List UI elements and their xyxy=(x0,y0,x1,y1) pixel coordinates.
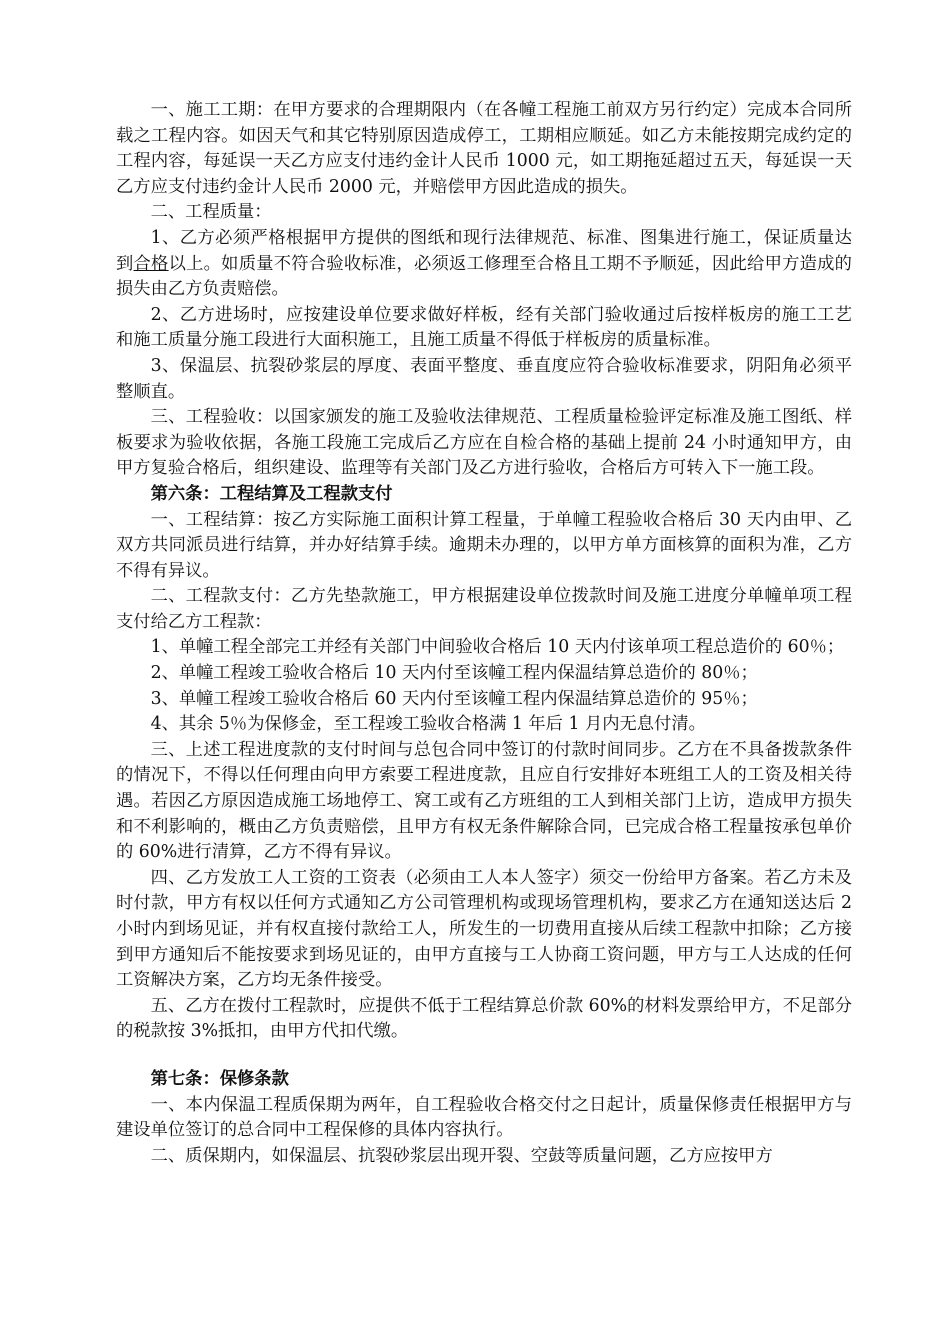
clause-wage-sheet: 四、乙方发放工人工资的工资表（必须由工人本人签字）须交一份给甲方备案。若乙方未及时付款，甲方有权以任何方式通知乙方公司管理机构或现场管理机构，要求乙方在通知送达后 2 小时内到场见证，并有权直接付款给工人，所发生的一切费用直接从后续工程款中扣除；乙方接到甲方通知后不能按要求到场见证的，由甲方直接与工人协商工资问题，甲方与工人达成的任何工资解决方案，乙方均无条件接受。 xyxy=(116,867,852,991)
article-6-heading: 第六条：工程结算及工程款支付 xyxy=(150,483,393,504)
payment-item-1: 1、单幢工程全部完工并经有关部门中间验收合格后 10 天内付该单项工程总造价的 60％； xyxy=(150,637,845,658)
article-7-heading: 第七条：保修条款 xyxy=(150,1068,289,1089)
clause-payment: 二、工程款支付：乙方先垫款施工，甲方根据建设单位拨款时间及施工进度分单幢单项工程支付给乙方工程款： xyxy=(116,586,852,632)
clause-quality-1-text-b: 以上。如质量不符合验收标准，必须返工修理至合格且工期不予顺延，因此给甲方造成的损失由乙方负责赔偿。 xyxy=(116,253,852,300)
payment-item-3: 3、单幢工程竣工验收合格后 60 天内付至该幢工程内保温结算总造价的 95％； xyxy=(150,688,758,709)
clause-quality-1 xyxy=(116,226,852,303)
payment-item-4: 4、其余 5％为保修金，至工程竣工验收合格满 1 年后 1 月内无息付清。 xyxy=(150,714,706,735)
underlined-term-qualified: 合格 xyxy=(133,253,169,274)
clause-warranty-period: 一、本内保温工程质保期为两年，自工程验收合格交付之日起计，质量保修责任根据甲方与建设单位签订的总合同中工程保修的具体内容执行。 xyxy=(116,1094,852,1141)
clause-warranty-defects: 二、质保期内，如保温层、抗裂砂浆层出现开裂、空鼓等质量问题，乙方应按甲方 xyxy=(150,1145,773,1166)
clause-acceptance: 三、工程验收：以国家颁发的施工及验收法律规范、工程质量检验评定标准及施工图纸、样板要求为验收依据，各施工段施工完成后乙方应在自检合格的基础上提前 24 小时通知甲方，由甲方复验合格后，组织建设、监理等有关部门及乙方进行验收，合格后方可转入下一施工段。 xyxy=(116,407,852,479)
payment-item-2: 2、单幢工程竣工验收合格后 10 天内付至该幢工程内保温结算总造价的 80％； xyxy=(150,663,758,684)
clause-invoice: 五、乙方在拨付工程款时，应提供不低于工程结算总价款 60%的材料发票给甲方，不足部分的税款按 3%抵扣，由甲方代扣代缴。 xyxy=(116,995,852,1042)
clause-quality-3: 3、保温层、抗裂砂浆层的厚度、表面平整度、垂直度应符合验收标准要求，阴阳角必须平整顺直。 xyxy=(116,355,852,402)
clause-settlement: 一、工程结算：按乙方实际施工面积计算工程量，于单幢工程验收合格后 30 天内由甲、乙双方共同派员进行结算，并办好结算手续。逾期未办理的，以甲方单方面核算的面积为准，乙方不得有异议。 xyxy=(116,509,852,581)
section-gap xyxy=(116,1045,852,1067)
clause-quality-1-text-a: 1、乙方必须严格根据甲方提供的图纸和现行法律规范、标准、图集进行施工，保证质量达到 xyxy=(116,227,852,274)
clause-quality-heading: 二、工程质量： xyxy=(150,202,272,223)
clause-progress-payment: 三、上述工程进度款的支付时间与总包合同中签订的付款时间同步。乙方在不具备拨款条件的情况下，不得以任何理由向甲方索要工程进度款，且应自行安排好本班组工人的工资及相关待遇。若因乙方原因造成施工场地停工、窝工或有乙方班组的工人到相关部门上访，造成甲方损失和不利影响的，概由乙方负责赔偿，且甲方有权无条件解除合同，已完成合格工程量按承包单价的 60%进行清算，乙方不得有异议。 xyxy=(116,739,852,863)
clause-quality-2: 2、乙方进场时，应按建设单位要求做好样板，经有关部门验收通过后按样板房的施工工艺和施工质量分施工段进行大面积施工，且施工质量不得低于样板房的质量标准。 xyxy=(116,304,852,351)
clause-construction-period: 一、施工工期：在甲方要求的合理期限内（在各幢工程施工前双方另行约定）完成本合同所载之工程内容。如因天气和其它特别原因造成停工，工期相应顺延。如乙方未能按期完成约定的工程内容，每延误一天乙方应支付违约金计人民币 1000 元，如工期拖延超过五天，每延误一天乙方应支付违约金计人民币 2000 元，并赔偿甲方因此造成的损失。 xyxy=(116,100,852,197)
document-page xyxy=(116,98,852,1169)
